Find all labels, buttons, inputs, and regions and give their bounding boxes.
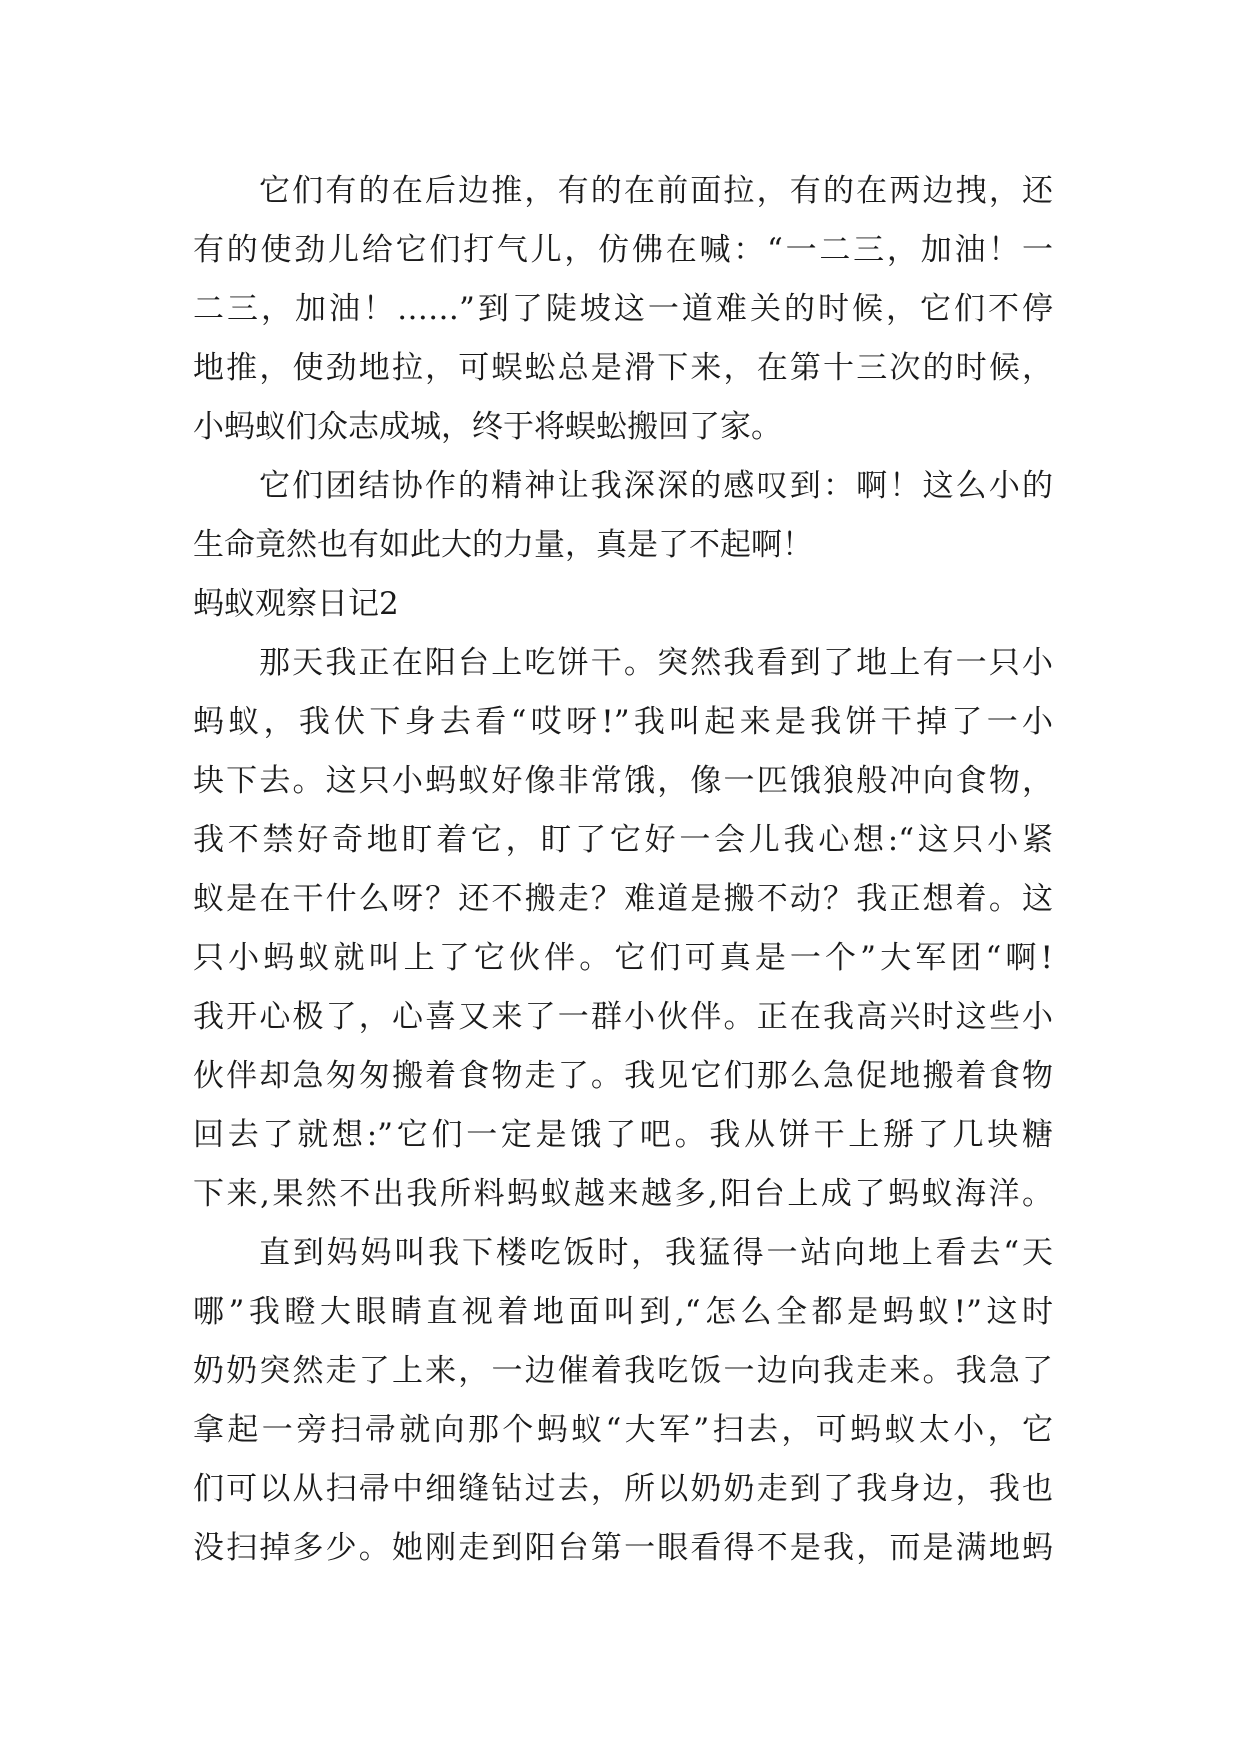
text-line: 有的使劲儿给它们打气儿，仿佛在喊：“一二三，加油！一 (193, 232, 1053, 268)
text-line: 伙伴却急匆匆搬着食物走了。我见它们那么急促地搬着食物 (193, 1058, 1053, 1094)
text-line: 蚂蚁，我伏下身去看“哎呀!”我叫起来是我饼干掉了一小 (193, 704, 1053, 740)
text-line: 拿起一旁扫帚就向那个蚂蚁“大军”扫去，可蚂蚁太小，它 (193, 1412, 1053, 1448)
text-line: 蚁是在干什么呀？还不搬走？难道是搬不动？我正想着。这 (193, 881, 1053, 917)
text-line: 没扫掉多少。她刚走到阳台第一眼看得不是我，而是满地蚂 (193, 1530, 1053, 1566)
text-line: 我不禁好奇地盯着它，盯了它好一会儿我心想:“这只小紧 (193, 822, 1053, 858)
text-line: 那天我正在阳台上吃饼干。突然我看到了地上有一只小 (259, 645, 1053, 681)
text-line: 它们有的在后边推，有的在前面拉，有的在两边拽，还 (259, 173, 1053, 209)
text-line: 块下去。这只小蚂蚁好像非常饿，像一匹饿狼般冲向食物， (193, 763, 1053, 799)
text-line: 回去了就想:”它们一定是饿了吧。我从饼干上掰了几块糖 (193, 1117, 1053, 1153)
text-line: 下来,果然不出我所料蚂蚁越来越多,阳台上成了蚂蚁海洋。 (193, 1176, 1053, 1212)
text-line: 直到妈妈叫我下楼吃饭时，我猛得一站向地上看去“天 (259, 1235, 1053, 1271)
text-line: 哪”我瞪大眼睛直视着地面叫到,“怎么全都是蚂蚁!”这时 (193, 1294, 1053, 1330)
text-line: 小蚂蚁们众志成城，终于将蜈蚣搬回了家。 (193, 409, 782, 445)
paragraph-1 (193, 162, 1053, 457)
paragraph-2 (193, 457, 1053, 575)
section-heading: 蚂蚁观察日记2 (193, 586, 399, 622)
text-line: 生命竟然也有如此大的力量，真是了不起啊！ (193, 527, 813, 563)
text-line: 它们团结协作的精神让我深深的感叹到：啊！这么小的 (259, 468, 1053, 504)
text-line: 们可以从扫帚中细缝钻过去，所以奶奶走到了我身边，我也 (193, 1471, 1053, 1507)
text-line: 只小蚂蚁就叫上了它伙伴。它们可真是一个”大军团“啊! (193, 940, 1053, 976)
paragraph-4 (193, 1224, 1053, 1578)
paragraph-3 (193, 634, 1053, 1224)
text-line: 二三，加油！……”到了陡坡这一道难关的时候，它们不停 (193, 291, 1053, 327)
document-body (193, 162, 1053, 1578)
text-line: 地推，使劲地拉，可蜈蚣总是滑下来，在第十三次的时候， (193, 350, 1053, 386)
text-line: 奶奶突然走了上来，一边催着我吃饭一边向我走来。我急了 (193, 1353, 1053, 1389)
text-line: 我开心极了，心喜又来了一群小伙伴。正在我高兴时这些小 (193, 999, 1053, 1035)
